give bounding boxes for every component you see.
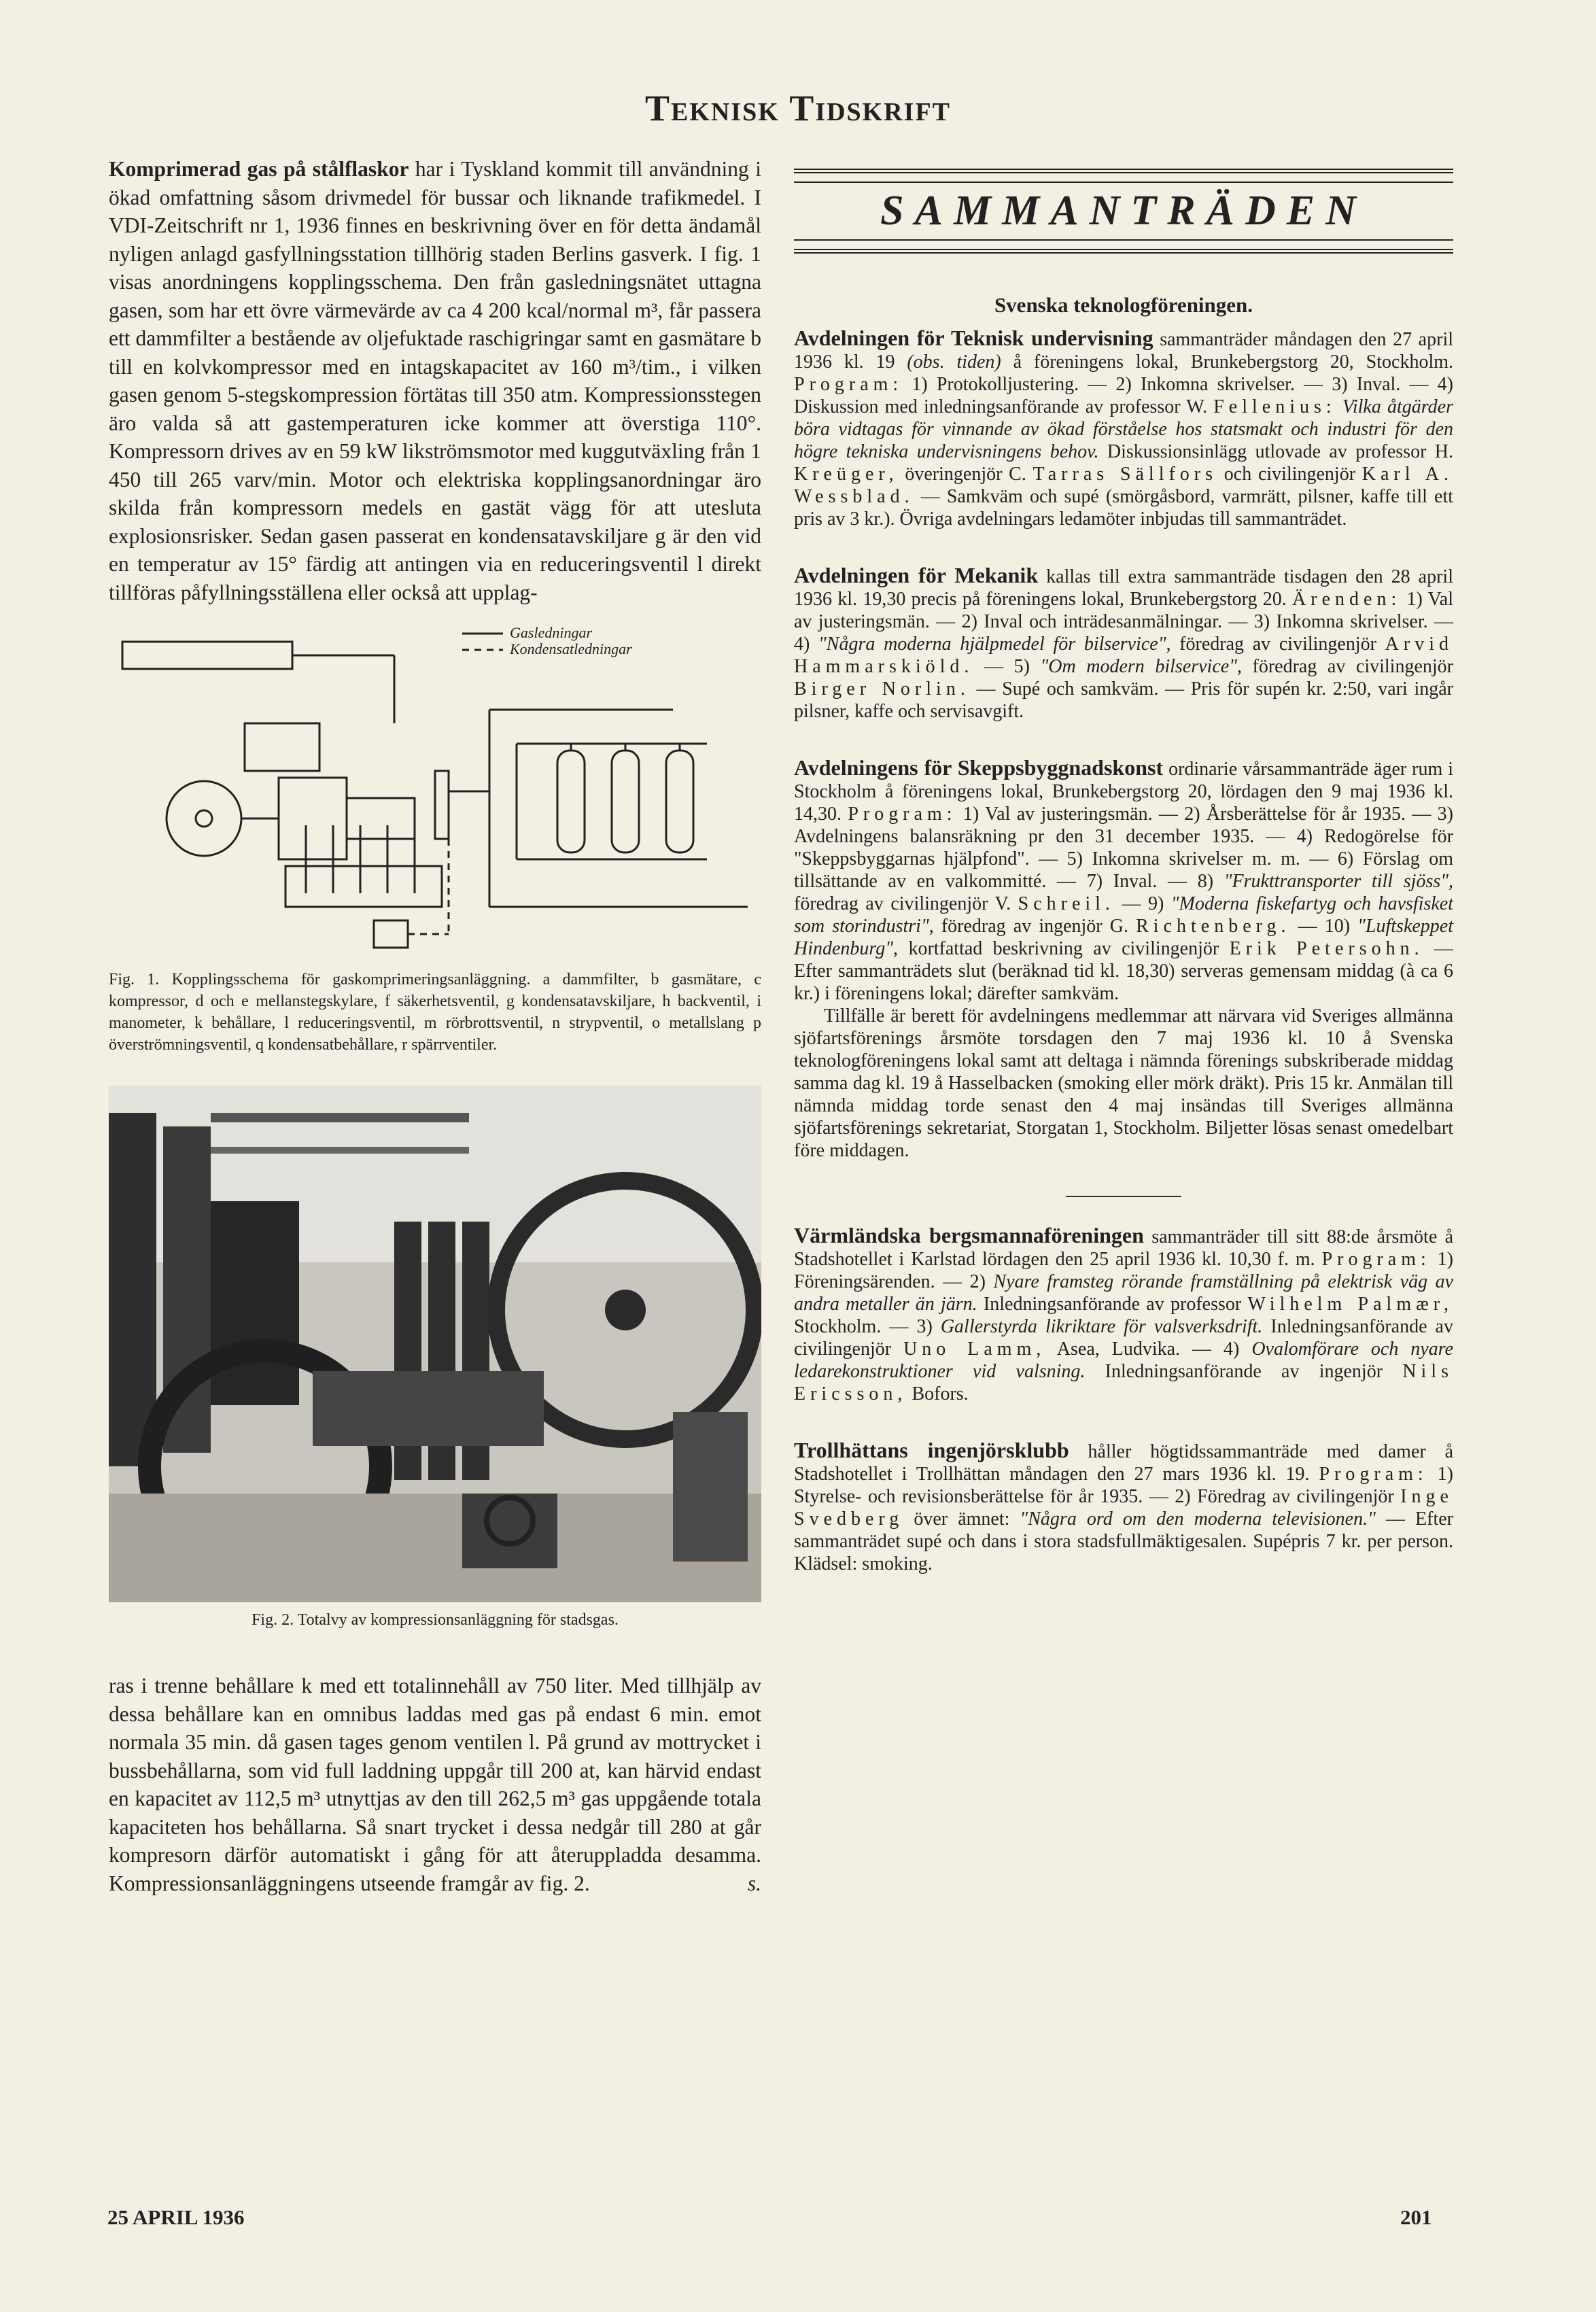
notice-text: — Efter sammanträdets slut (beräknad tid kl. 18,30) serveras gemensam middag (à ca 6 kr.) i föreningens lokal; därefter samkväm. [794,938,1454,1004]
notice-person: Inge Svedberg [794,1486,1453,1530]
legend-condensate-label: Kondensatledningar [510,640,632,657]
right-column [794,155,1453,1609]
notice-emphasis: (obs. tiden) [907,351,1001,373]
masthead: Teknisk Tidskrift [644,88,952,128]
behallare-k-1 [557,750,585,852]
society-heading: Svenska teknologföreningen. [994,293,1253,317]
notice-emphasis: Vilka åtgärder böra vidtagas för vinnande av ökad förståelse hos statsmakt och industri för den högre tekniska undervisningens behov. [794,396,1453,462]
notice-emphasis: Gallerstyrda likriktare för valsverksdrift. [940,1316,1263,1337]
notice-text: föredrag av civilingenjör [1241,656,1453,677]
behallare-k-2 [612,750,639,852]
notice-followup: Tillfälle är berett för avdelningens medlemmar att närvara vid Sveriges allmänna sjöfartsförenings årsmöte torsdagen den 7 maj 1936 kl. 10 å Svenska teknologföreningens lokal samt att deltaga i nämnda förenings subskriberade middag samma dag kl. 19 å Hasselbacken (smoking eller mörk dräkt). Pris 15 kr. Anmälan till nämnda middag torde senast den 4 maj insändas till Sveriges allmänna sjöfartsförenings sekretariat, Storgatan 1, Stockholm. Biljetter lösas senast omedelbart före middagen. [794,1005,1453,1161]
notice-person: Tarras Sällfors [1033,464,1218,485]
notice-program-label: Program: [848,804,957,825]
notice-agenda-label: Ärenden: [1292,589,1402,610]
notice-skeppsbyggnadskonst [794,757,1453,1162]
left-column [109,155,761,1897]
notice-person: Schreil. [1018,893,1115,914]
notice-text: håller högtidssammanträde med damer å Stadshotellet i Trollhättan måndagen den 27 mars 1936 kl. 19. [794,1441,1453,1485]
notice-emphasis: Ovalomförare och nyare ledarekonstruktioner vid valsning. [794,1339,1454,1382]
notice-org: Avdelningen för Mekanik [794,563,1039,587]
notice-emphasis: "Några moderna hjälpmedel för bilservice", [818,634,1171,655]
notice-text: kallas till extra sammanträde tisdagen den 28 april 1936 kl. 19,30 precis på föreningens lokal, Brunkebergstorg 20. [794,566,1453,610]
notice-emphasis: "Moderna fiskefartyg och havsfisket som storindustri", [794,893,1453,937]
notice-text: föredrag av civilingenjör V. [794,893,1018,914]
notice-emphasis: "Om modern bilservice", [1040,656,1242,677]
notice-emphasis: Nyare framsteg rörande framställning på elektrisk väg av andra metaller än järn. [794,1271,1453,1315]
notice-person: Kreüger, [794,464,899,485]
notice-emphasis: "Några ord om den moderna televisionen." [1020,1508,1376,1530]
notice-person: Wilhelm Palmær, [1247,1294,1453,1315]
notice-text: Diskussionsinlägg utlovade av professor H. [1098,441,1453,462]
kompressor-c [279,778,347,859]
notice-text: 1) Val av justeringsmän. — 2) Inval och inträdesanmälningar. — 3) Inkomna skrivelser. — 4) [794,589,1453,655]
legend-gas-label: Gasledningar [510,624,592,641]
notice-text: Inledningsanförande av civilingenjör [794,1316,1453,1360]
notice-emphasis: "Frukttransporter till sjöss", [1224,871,1453,892]
notice-text: — Efter sammanträdet supé och dans i stora stadsfullmäktigesalen. Supépris 7 kr. per person. Klädsel: smoking. [794,1508,1453,1574]
notice-text: ordinarie vårsammanträde äger rum i Stockholm å föreningens lokal, Brunkebergstorg 20, lördagen den 9 maj 1936 kl. 14,30. [794,759,1453,825]
notice-trollhattans-ingenjorsklubb [794,1439,1453,1575]
notice-program-label: Program: [1319,1464,1428,1485]
notice-text: — 9) [1114,893,1171,914]
notice-text: Stockholm. — 3) [794,1316,941,1337]
notice-text: 1) Föreningsärenden. — 2) [794,1249,1453,1292]
issue-date: 25 APRIL 1936 [107,2205,245,2229]
notice-text: överingenjör C. [898,464,1033,485]
notice-text: — Supé och samkväm. — Pris för supén kr. 2:50, vari ingår pilsner, kaffe och servisavgift. [794,678,1453,722]
section-divider [1066,1196,1181,1197]
kondensatbehallare-q [374,920,408,948]
notice-text: 1) Protokolljustering. — 2) Inkomna skrivelser. — 3) Inval. — 4) Diskussion med inledningsanförande av professor W. [794,374,1453,417]
notice-org: Avdelningens för Skeppsbyggnadskonst [794,755,1164,780]
notice-varmlandska-bergsmannaforeningen [794,1224,1453,1405]
notice-org: Trollhättans ingenjörsklubb [794,1438,1069,1462]
notice-text: Inledningsanförande av professor [977,1294,1248,1315]
notice-person: Fellenius: [1213,396,1336,417]
notice-text: 1) Styrelse- och revisionsberättelse för år 1935. — 2) Föredrag av civilingenjör [794,1464,1453,1507]
notice-text: å föreningens lokal, Brunkebergstorg 20, Stockholm. [1001,351,1453,373]
behallare-k-3 [666,750,693,852]
notice-mekanik [794,564,1453,723]
notice-person: Birger Norlin. [794,678,970,700]
notice-text: och civilingenjör [1217,464,1362,485]
notice-text: sammanträder måndagen den 27 april 1936 kl. 19 [794,329,1453,373]
article-paragraph-2 [109,1672,761,1897]
page-number: 201 [1400,2205,1432,2229]
kondensatavskiljare-g [435,771,449,839]
notice-program-label: Program: [794,374,903,395]
notice-text: kortfattad beskrivning av civilingenjör [898,938,1230,959]
banner-title: SAMMANTRÄDEN [794,182,1453,241]
notice-person: Uno Lamm, [903,1339,1046,1360]
figure-2-caption: Fig. 2. Totalvy av kompressionsanläggning för stadsgas. [251,1611,619,1629]
motor-wheel [167,781,241,856]
notice-person: Karl A. Wessblad. [794,464,1453,507]
notice-org: Avdelningen för Teknisk undervisning [794,326,1153,350]
notice-program-label: Program: [1321,1249,1431,1270]
article-paragraph-1 [109,155,761,606]
notice-person: Arvid Hammarskiöld. [794,634,1453,677]
notice-text: Bofors. [907,1383,969,1404]
mellanstegskylare-e [285,866,442,907]
notice-text: — Samkväm och supé (smörgåsbord, varmrätt, pilsner, kaffe till ett pris av 3 kr.). Övriga avdelningars ledamöter inbjudas till sammanträdet. [794,486,1453,530]
figure-2-photo [109,1086,761,1602]
notice-text: sammanträder till sitt 88:de årsmöte å Stadshotellet i Karlstad lördagen den 25 april 1936 kl. 10,30 f. m. [794,1226,1454,1270]
notice-text: 1) Val av justeringsmän. — 2) Årsberättelse för år 1935. — 3) Avdelningens balansräkning pr den 31 december 1935. — 4) Redogörelse för "Skeppsbyggarnas hjälpfond". — 5) Inkomna skrivelser m. m. — 6) Förslag om tillsättande av en valkommitté. — 7) Inval. — 8) [794,804,1454,892]
figure-1-diagram [109,621,761,958]
notice-text: föredrag av civilingenjör [1170,634,1385,655]
article-text-2: ras i trenne behållare k med ett totalinnehåll av 750 liter. Med tillhjälp av dessa behållare kan en omnibus laddas med gas på endast 6 min. emot normala 35 min. då gasen tages genom ventilen l. På grund av mottrycket i bussbehållarna, som vid full laddning uppgår till 200 at, kan härvid endast en kapacitet av 112,5 m³ utnyttjas av den till 262,5 m³ gas uppgående totala kapaciteten hos behållarna. Så snart trycket i dessa nedgår till 280 at går kompresorn därför automatiskt i gång för att återuppladda desamma. Kompressionsanläggningens utseende framgår av fig. 2. [109,1674,761,1895]
figure-1-caption: Fig. 1. Kopplingsschema för gaskomprimeringsanläggning. a dammfilter, b gasmätare, c kompressor, d och e mellanstegskylare, f säkerhetsventil, g kondensatavskiljare, h backventil, i manometer, k behållare, l reduceringsventil, m rörbrottsventil, n strypventil, o metallslang p överströmningsventil, q kondensatbehållare, r spärrventiler. [109,971,761,1054]
notice-text: — 10) [1290,916,1358,937]
notice-person: Nils Ericsson, [794,1361,1453,1404]
notice-text: föredrag av ingenjör G. [933,916,1137,937]
article-text: har i Tyskland kommit till användning i ökad omfattning såsom drivmedel för bussar och liknande trafikmedel. I VDI-Zeitschrift nr 1, 1936 finnes en beskrivning över en för detta ändamål nyligen anlagd gasfyllningsstation tillhörig staden Berlins gasverk. I fig. 1 visas anordningens kopplingsschema. Den från gasledningsnätet uttagna gasen, som har ett övre värmevärde av ca 4 200 kcal/normal m³, får passera ett dammfilter a bestående av oljefuktade raschigringar samt en gasmätare b till en kolvkompressor med en intagskapacitet av 160 m³/tim., i vilken gasen genom 5-stegskompression förtätas till 350 atm. Kompressionsstegen äro valda så att gastemperaturen icke kommer att överstiga 110°. Kompressorn drives av en 59 kW likströmsmotor med kuggutväxling från 1 450 till 265 varv/min. Motor och elektriska kopplingsanordningar äro skilda från kompressorn medels en gastät vägg för att utesluta explosionsrisker. Sedan gasen passerat en kondensatavskiljare g är den vid en temperatur av 15° färdig att antingen via en reduceringsventil l direkt tillföras påfyllningsställena eller också att upplag- [109,157,761,604]
author-signature: s. [747,1871,761,1895]
notice-person: Erik Petersohn. [1229,938,1424,959]
notice-emphasis: "Luftskeppet Hindenburg", [794,916,1454,959]
compression-plant-photo [109,1086,761,1602]
motor-hub [196,810,212,827]
valve-block [347,798,415,839]
mellanstegskylare-d [245,723,319,771]
intake-housing [122,642,292,669]
article-lead: Komprimerad gas på stålflaskor [109,157,409,181]
notice-teknisk-undervisning [794,327,1453,530]
notice-org: Värmländska bergsmannaföreningen [794,1223,1144,1247]
notice-text: Asea, Ludvika. — 4) [1045,1339,1252,1360]
connection-schema-diagram [109,621,761,954]
notice-text: — 5) [973,656,1041,677]
section-banner [794,169,1453,254]
notice-text: över ämnet: [903,1508,1020,1530]
notice-person: Richtenberg. [1136,916,1291,937]
notice-text: Inledningsanförande av ingenjör [1085,1361,1403,1382]
